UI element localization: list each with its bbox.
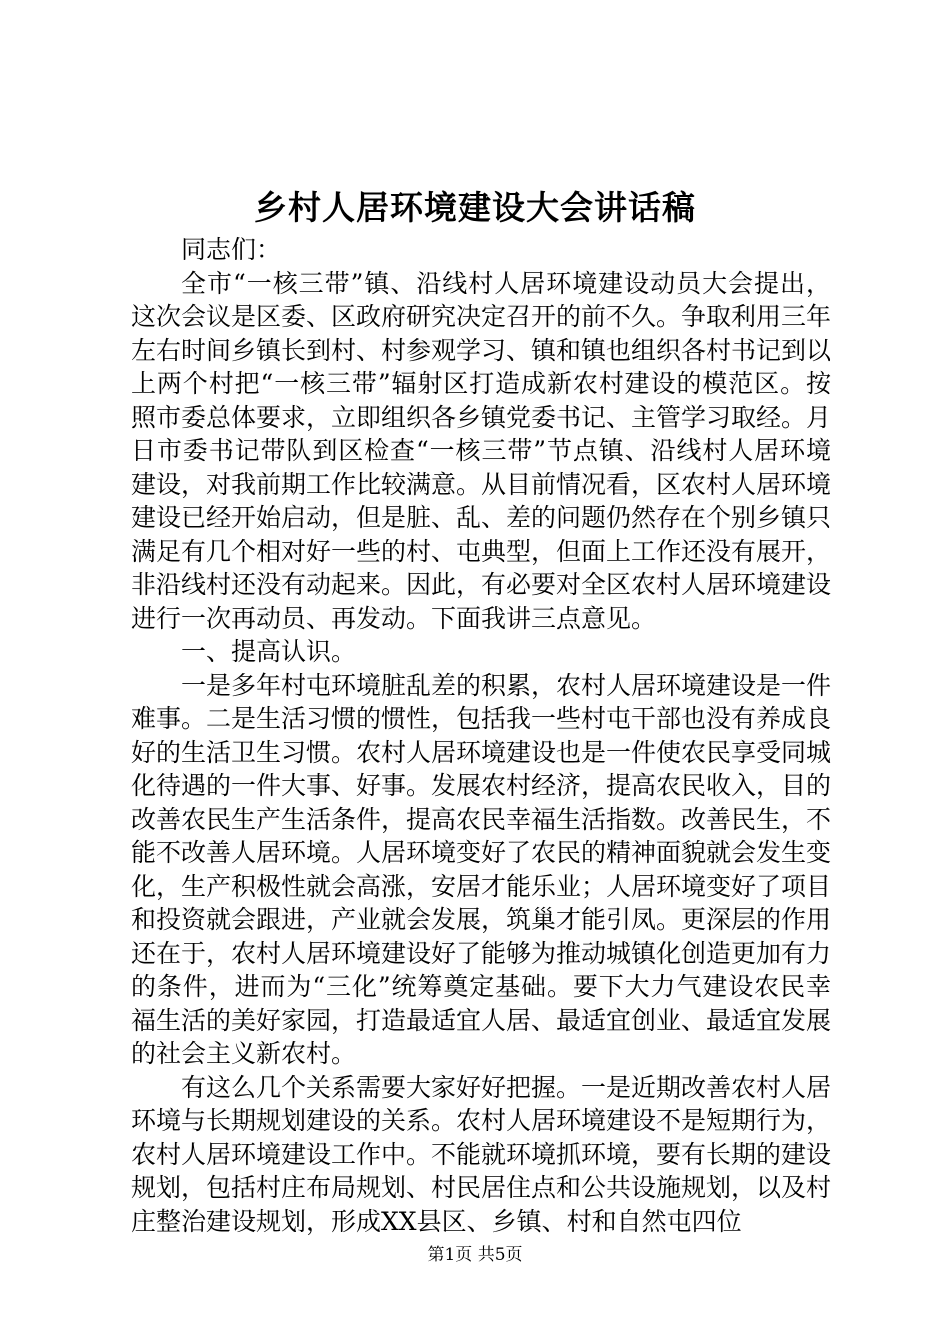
section-heading: 一、提高认识。 bbox=[181, 637, 357, 666]
document-body bbox=[131, 233, 831, 1238]
paragraph-body: 一是多年村屯环境脏乱差的积累，农村人居环境建设是一件难事。二是生活习惯的惯性，包括我一些村屯干部也没有养成良好的生活卫生习惯。农村人居环境建设也是一件使农民享受同城化待遇的一件大事、好事。发展农村经济，提高农民收入，目的改善农民生产生活条件，提高农民幸福生活指数。改善民生，不能不改善人居环境。人居环境变好了农民的精神面貌就会发生变化，生产积极性就会高涨，安居才能乐业；人居环境变好了项目和投资就会跟进，产业就会发展，筑巢才能引凤。更深层的作用还在于，农村人居环境建设好了能够为推动城镇化创造更加有力的条件，进而为“三化”统筹奠定基础。要下大力气建设农民幸福生活的美好家园，打造最适宜人居、最适宜创业、最适宜发展的社会主义新农村。 bbox=[131, 670, 832, 1068]
document-title: 乡村人居环境建设大会讲话稿 bbox=[254, 188, 696, 227]
salutation: 同志们： bbox=[181, 235, 282, 264]
paragraph-intro: 全市“一核三带”镇、沿线村人居环境建设动员大会提出，这次会议是区委、区政府研究决定召开的前不久。争取利用三年左右时间乡镇长到村、村参观学习、镇和镇也组织各村书记到以上两个村把“一核三带”辐射区打造成新农村建设的模范区。按照市委总体要求，立即组织各乡镇党委书记、主管学习取经。月日市委书记带队到区检查“一核三带”节点镇、沿线村人居环境建设，对我前期工作比较满意。从目前情况看，区农村人居环境建设已经开始启动，但是脏、乱、差的问题仍然存在个别乡镇只满足有几个相对好一些的村、屯典型，但面上工作还没有展开，非沿线村还没有动起来。因此，有必要对全区农村人居环境建设进行一次再动员、再发动。下面我讲三点意见。 bbox=[131, 268, 832, 633]
paragraph-body: 有这么几个关系需要大家好好把握。一是近期改善农村人居环境与长期规划建设的关系。农村人居环境建设不是短期行为，农村人居环境建设工作中。不能就环境抓环境，要有长期的建设规划，包括村庄布局规划、村民居住点和公共设施规划，以及村庄整治建设规划，形成XX县区、乡镇、村和自然屯四位 bbox=[131, 1072, 832, 1236]
page-number-footer: 第1页 共5页 bbox=[427, 1245, 523, 1265]
